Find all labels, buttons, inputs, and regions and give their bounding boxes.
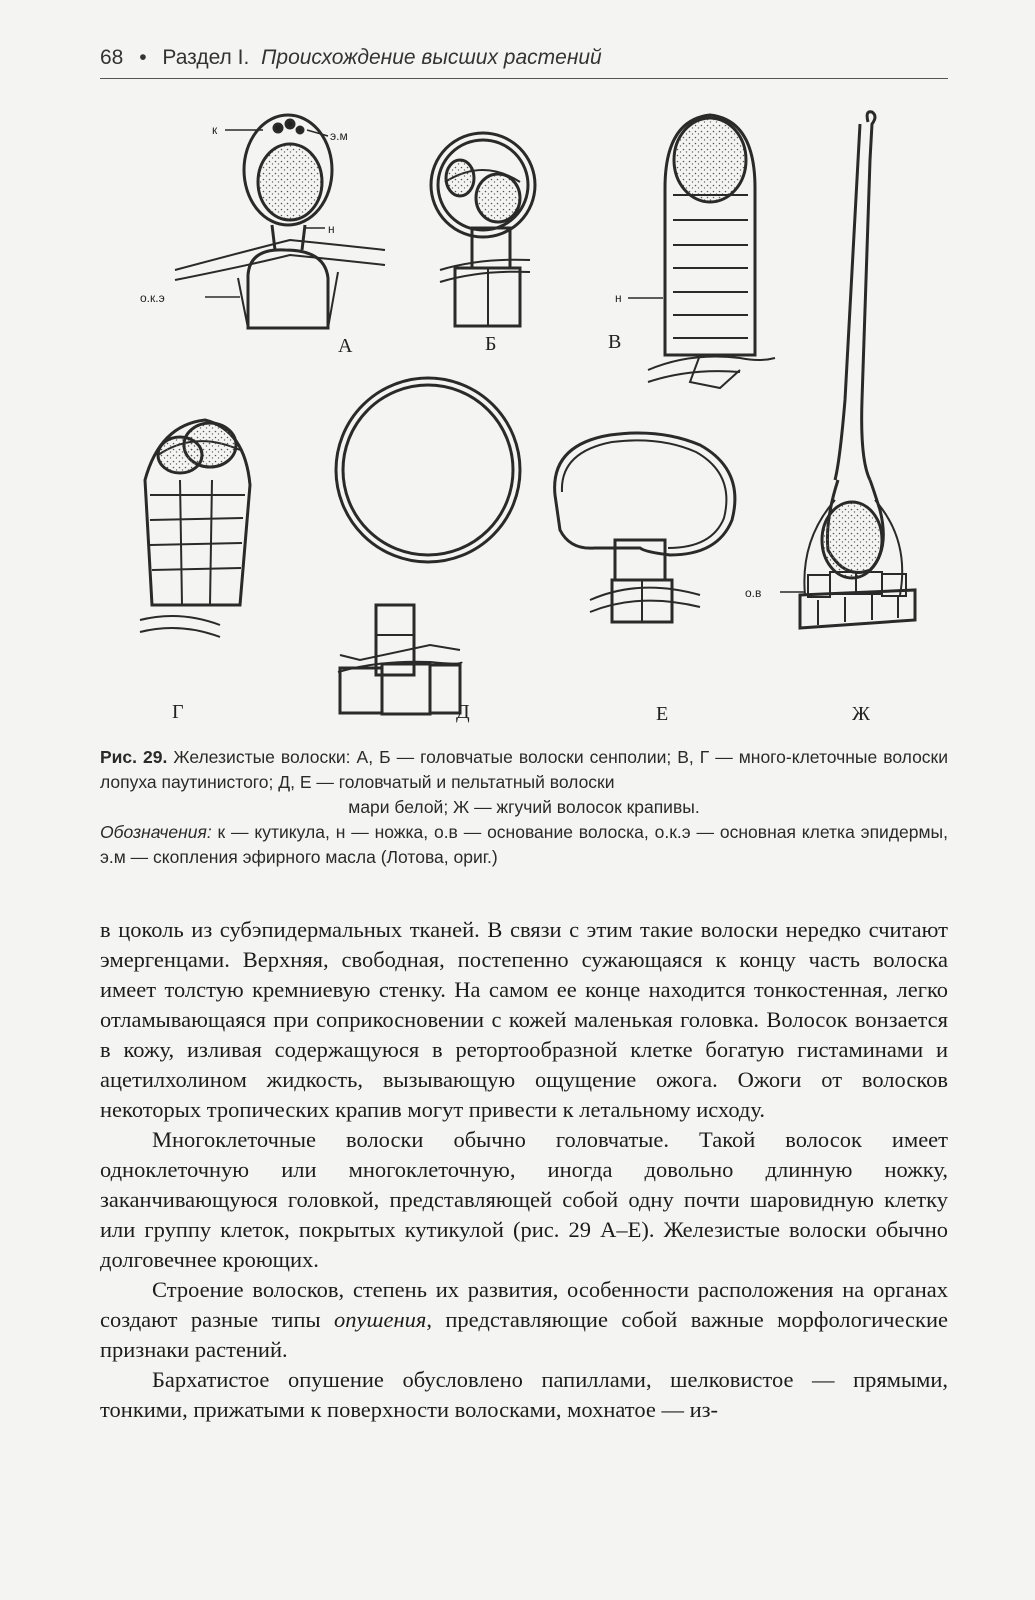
label-ov: о.в: [745, 586, 762, 600]
page-number: 68: [100, 46, 124, 69]
panel-letter-e: Е: [656, 703, 669, 725]
panel-letter-d: Д: [456, 701, 470, 723]
hair-panel-e: [555, 433, 735, 622]
label-oke: о.к.э: [140, 291, 165, 305]
paragraph-4: Бархатистое опушение обусловлено папиллами, шелковистое — прямыми, тонкими, прижатыми к поверхности волосками, мохнатое — из-: [100, 1367, 948, 1422]
caption-text-1: Железистые волоски: А, Б — головчатые волоски сенполии; В, Г — много-клеточные волоски лопуха паутинистого; Д, Е — головчатый и пельтатный волоски: [100, 747, 948, 792]
term-opushenie: опушения: [334, 1307, 427, 1332]
paragraph-3: [100, 1275, 948, 1365]
panel-letter-g: Г: [172, 701, 184, 723]
hair-panel-g: [140, 420, 250, 637]
figure-29-illustration: [100, 100, 960, 735]
hair-panel-d: [336, 378, 520, 714]
header-bullet: •: [139, 46, 147, 69]
section-title: Происхождение высших растений: [261, 46, 602, 69]
caption-notes-label: Обозначения:: [100, 822, 212, 842]
label-em: э.м: [330, 129, 348, 143]
body-text: [100, 915, 948, 1425]
paragraph-3-end: , представляющие собой важные морфологические признаки растений.: [100, 1307, 948, 1362]
panel-letter-v: В: [608, 331, 622, 353]
section-label: Раздел I.: [162, 46, 250, 69]
caption-text-2: мари белой; Ж — жгучий волосок крапивы.: [348, 797, 700, 817]
label-n-a: н: [328, 222, 335, 236]
caption-label: Рис. 29.: [100, 747, 168, 767]
paragraph-3-start: Строение волосков, степень их развития, особенности расположения на органах создают разные типы: [100, 1277, 948, 1332]
panel-letter-zh: Ж: [852, 703, 870, 725]
label-n-v: н: [615, 291, 622, 305]
figure-caption: [100, 745, 948, 870]
paragraph-2: Многоклеточные волоски обычно головчатые. Такой волосок имеет одноклеточную или многоклеточную, иногда довольно длинную ножку, заканчивающуюся головкой, представляющей собой одну почти шаровидную клетку или группу клеток, покрытых кутикулой (рис. 29 А–Е). Железистые волоски обычно долговечнее кроющих.: [100, 1127, 948, 1272]
hair-panel-b: [431, 133, 535, 326]
panel-letter-b: Б: [485, 333, 497, 355]
caption-notes-text: к — кутикула, н — ножка, о.в — основание волоска, о.к.э — основная клетка эпидермы, э.м — скопления эфирного масла (Лотова, ориг.): [100, 822, 948, 867]
running-header: [100, 46, 948, 79]
hair-panel-a: [175, 115, 385, 328]
hair-panel-zh: [780, 112, 915, 628]
paragraph-1: в цоколь из субэпидермальных тканей. В связи с этим такие волоски нередко считают эмергенцами. Верхняя, свободная, постепенно сужающаяся к концу часть волоска имеет толстую кремниевую стенку. На самом ее конце находится тонкостенная, легко отламывающаяся при соприкосновении с кожей маленькая головка. Волосок вонзается в кожу, изливая содержащуюся в ретортообразной клетке богатую гистаминами и ацетилхолином жидкость, вызывающую ощущение ожога. Ожоги от волосков некоторых тропических крапив могут привести к летальному исходу.: [100, 917, 948, 1122]
hair-panel-v: [628, 115, 775, 388]
panel-letter-a: А: [338, 335, 353, 357]
label-k: к: [212, 123, 218, 137]
